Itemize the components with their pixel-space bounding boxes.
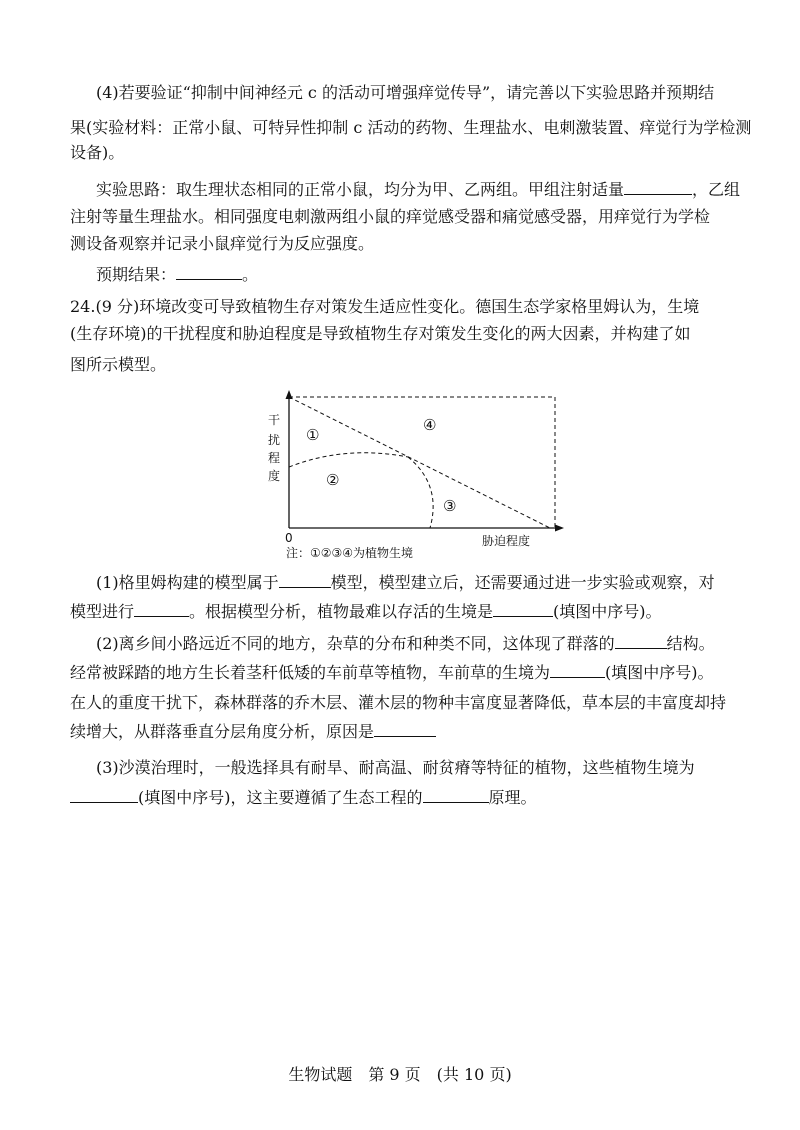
q24-3-text-b: (填图中序号)，这主要遵循了生态工程的: [138, 788, 423, 807]
q24-1-text-a: (1)格里姆构建的模型属于: [96, 573, 279, 592]
experiment-idea-text2: ，乙组: [692, 180, 741, 199]
answer-blank-eco-principle[interactable]: [423, 788, 489, 803]
y-axis-label-char2: 扰: [268, 433, 281, 447]
q24-intro-line3: 图所示模型。: [70, 355, 167, 374]
experiment-idea-line2: 注射等量生理盐水。相同强度电刺激两组小鼠的痒觉感受器和痛觉感受器，用痒觉行为学检: [70, 207, 711, 226]
answer-blank-reason[interactable]: [374, 722, 436, 737]
q24-2-text-d: (填图中序号)。: [605, 663, 714, 682]
q24-3-line1: (3)沙漠治理时，一般选择具有耐旱、耐高温、耐贫瘠等特征的植物，这些植物生境为: [96, 758, 695, 777]
q24-2-line3: 在人的重度干扰下，森林群落的乔木层、灌木层的物种丰富度显著降低，草本层的丰富度却持: [70, 693, 727, 712]
region-label-3: ③: [443, 497, 457, 515]
q24-intro-line2: (生存环境)的干扰程度和胁迫程度是导致植物生存对策发生变化的两大因素，并构建了如: [70, 324, 691, 343]
q24-2-line1: [96, 634, 715, 654]
experiment-idea-line3: 测设备观察并记录小鼠痒觉行为反应强度。: [70, 234, 375, 253]
q24-2-text-c: 经常被踩踏的地方生长着茎秆低矮的车前草等植物，车前草的生境为: [70, 663, 551, 682]
answer-blank-desert-habitat[interactable]: [70, 788, 138, 803]
q24-intro-line1: 24.(9 分)环境改变可导致植物生存对策发生适应性变化。德国生态学家格里姆认为，生境: [70, 297, 700, 316]
answer-blank-hardest-habitat[interactable]: [493, 602, 553, 617]
x-axis-arrow: [555, 525, 564, 532]
answer-blank-model-check[interactable]: [134, 602, 189, 617]
q24-1-text-c: 模型进行: [70, 602, 135, 621]
y-axis-label-char3: 程: [268, 451, 281, 465]
q24-1-line1: [96, 573, 715, 593]
expected-result-label: 预期结果：: [96, 265, 177, 284]
region-label-2: ②: [326, 471, 340, 489]
diagonal-boundary: [289, 397, 550, 528]
experiment-idea-line1: [96, 180, 740, 200]
q23-4-line1: (4)若要验证“抑制中间神经元 c 的活动可增强痒觉传导”，请完善以下实验思路并预期结: [96, 83, 715, 102]
q23-4-line3: 设备)。: [70, 143, 125, 162]
answer-blank-community-structure[interactable]: [615, 634, 667, 649]
q24-2-line4: [70, 722, 436, 742]
q23-4-line2: 果(实验材料：正常小鼠、可特异性抑制 c 活动的药物、生理盐水、电刺激装置、痒觉行为学检测: [70, 118, 752, 137]
answer-blank-plantain-habitat[interactable]: [550, 663, 605, 678]
experiment-idea-text: 实验思路：取生理状态相同的正常小鼠，均分为甲、乙两组。甲组注射适量: [96, 180, 625, 199]
region-label-1: ①: [306, 426, 320, 444]
expected-result-line: [96, 265, 258, 285]
expected-result-end: 。: [242, 265, 259, 284]
answer-blank-result[interactable]: [176, 265, 242, 280]
figure-note: 注：①②③④为植物生境: [286, 546, 414, 560]
answer-blank-drug[interactable]: [624, 180, 692, 195]
q24-1-text-e: (填图中序号)。: [553, 602, 662, 621]
page-footer: 生物试题 第 9 页 (共 10 页): [288, 1065, 512, 1084]
q24-2-line2: [70, 663, 714, 683]
y-axis-label-char4: 度: [268, 469, 281, 483]
origin-label: 0: [285, 531, 293, 545]
region-label-4: ④: [423, 416, 437, 434]
q24-3-text-c: 原理。: [488, 788, 537, 807]
answer-blank-model-type[interactable]: [279, 573, 331, 588]
q24-1-text-d: 。根据模型分析，植物最难以存活的生境是: [189, 602, 494, 621]
q24-2-text-f: 续增大，从群落垂直分层角度分析，原因是: [70, 722, 375, 741]
q24-1-line2: [70, 602, 662, 622]
q24-3-line2: [70, 788, 537, 808]
x-axis-label: 胁迫程度: [482, 534, 531, 548]
q24-1-text-b: 模型，模型建立后，还需要通过进一步实验或观察，对: [330, 573, 715, 592]
grime-model-figure: [250, 385, 570, 565]
y-axis-label-char1: 干: [268, 413, 281, 427]
q24-2-text-b: 结构。: [666, 634, 715, 653]
y-axis-arrow: [286, 390, 293, 399]
curve-region1-region2: [289, 453, 408, 467]
q24-2-text-a: (2)离乡间小路远近不同的地方，杂草的分布和种类不同，这体现了群落的: [96, 634, 615, 653]
